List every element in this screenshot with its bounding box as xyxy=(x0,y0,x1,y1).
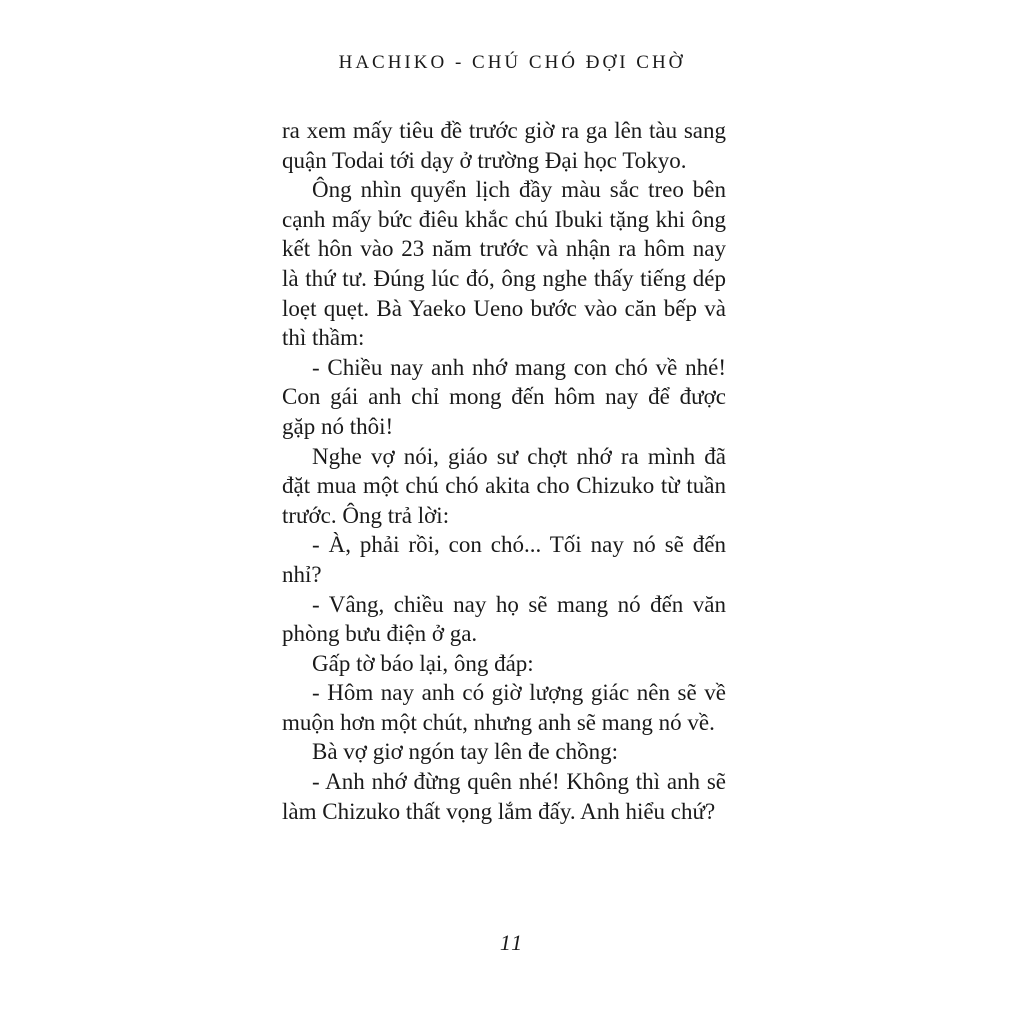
paragraph-3: - Chiều nay anh nhớ mang con chó về nhé! Con gái anh chỉ mong đến hôm nay để được gặp nó thôi! xyxy=(282,354,726,439)
paragraph-7: Gấp tờ báo lại, ông đáp: xyxy=(312,650,534,676)
paragraph-9: Bà vợ giơ ngón tay lên đe chồng: xyxy=(312,739,619,765)
paragraph-10: - Anh nhớ đừng quên nhé! Không thì anh sẽ làm Chizuko thất vọng lắm đấy. Anh hiểu chứ? xyxy=(282,769,726,824)
page-number: 11 xyxy=(499,930,525,955)
body-text xyxy=(282,116,726,826)
paragraph-8: - Hôm nay anh có giờ lượng giác nên sẽ về muộn hơn một chút, nhưng anh sẽ mang nó về. xyxy=(282,680,726,735)
paragraph-5: - À, phải rồi, con chó... Tối nay nó sẽ đến nhỉ? xyxy=(282,532,726,587)
running-header: HACHIKO - CHÚ CHÓ ĐỢI CHỜ xyxy=(338,52,686,73)
paragraph-2: Ông nhìn quyển lịch đầy màu sắc treo bên cạnh mấy bức điêu khắc chú Ibuki tặng khi ông kết hôn vào 23 năm trước và nhận ra hôm nay là thứ tư. Đúng lúc đó, ông nghe thấy tiếng dép loẹt quẹt. Bà Yaeko Ueno bước vào căn bếp và thì thầm: xyxy=(282,177,726,351)
paragraph-6: - Vâng, chiều nay họ sẽ mang nó đến văn phòng bưu điện ở ga. xyxy=(282,591,726,647)
paragraph-1: ra xem mấy tiêu đề trước giờ ra ga lên tàu sang quận Todai tới dạy ở trường Đại học Tokyo. xyxy=(282,118,726,173)
paragraph-4: Nghe vợ nói, giáo sư chợt nhớ ra mình đã đặt mua một chú chó akita cho Chizuko từ tuần trước. Ông trả lời: xyxy=(282,443,726,528)
